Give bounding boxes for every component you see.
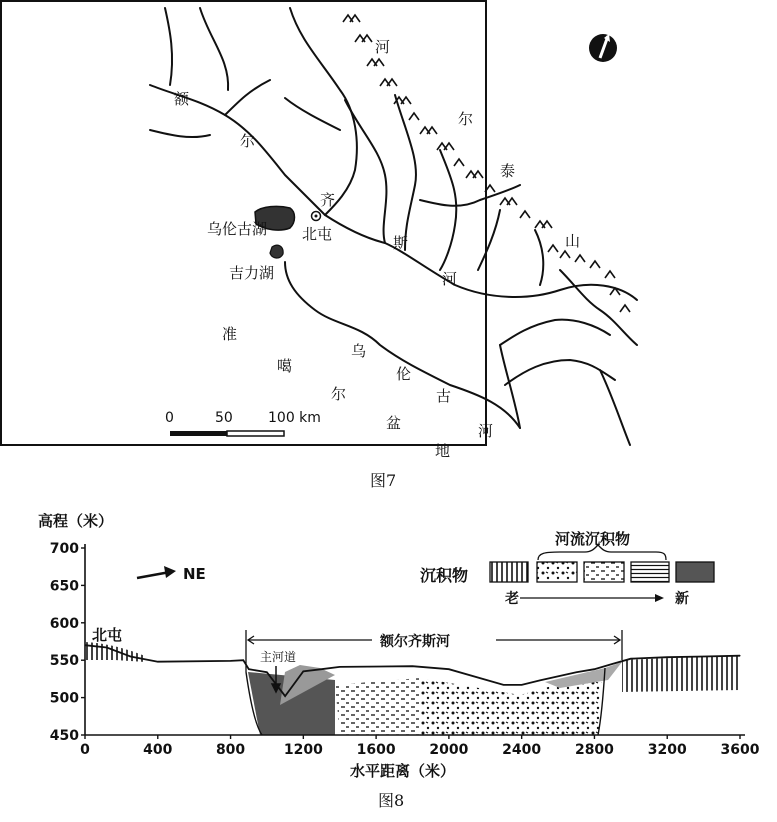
map-label-mtn-er: 尔 [458, 110, 474, 128]
x-tick-label: 2400 [502, 742, 542, 758]
map-label-wr-he: 河 [478, 422, 494, 440]
terrain-profile-point [539, 680, 540, 681]
y-tick-label: 550 [49, 653, 79, 670]
legend-river-sediment-label: 河流沉积物 [555, 530, 631, 548]
terrain-profile-point [576, 672, 577, 673]
map-label-ga: 噶 [277, 357, 293, 375]
sediment-layers [85, 642, 740, 735]
figure8-caption: 图8 [378, 791, 405, 810]
terrain-profile-point [248, 669, 249, 670]
map-label-lake-jili: 吉力湖 [229, 264, 275, 282]
terrain-profile-point [84, 645, 85, 646]
terrain-profile-point [266, 672, 267, 673]
x-axis-label: 水平距离（米） [350, 762, 456, 780]
terrain-profile-point [739, 655, 740, 656]
terrain-profile-point [303, 671, 304, 672]
map-label-beitun: 北屯 [302, 225, 333, 243]
y-tick-label: 500 [49, 690, 79, 707]
x-tick-label: 1600 [356, 742, 396, 758]
terrain-profile-point [412, 666, 413, 667]
legend-new-label: 新 [675, 591, 689, 607]
x-tick-label: 3200 [647, 742, 687, 758]
y-tick-label: 600 [49, 615, 79, 632]
map-label-pen: 盆 [386, 414, 402, 432]
y-axis-label: 高程（米） [38, 512, 114, 530]
terrain-profile-point [594, 669, 595, 670]
map-label-er: 尔 [240, 132, 256, 150]
terrain-profile-point [630, 658, 631, 659]
x-tick-label: 0 [80, 742, 90, 758]
terrain-profile-point [230, 660, 231, 661]
terrain-profile-point [243, 660, 244, 661]
terrain-profile-point [106, 647, 107, 648]
y-tick-label: 700 [49, 541, 79, 557]
direction-label: NE [183, 565, 206, 583]
terrain-profile-point [130, 656, 131, 657]
legend-old-label: 老 [505, 591, 519, 607]
map-label-wr-gu: 古 [436, 387, 452, 405]
map-label-lake-wulungu: 乌伦古湖 [207, 220, 268, 238]
terrain-profile-point [321, 669, 322, 670]
map-label-e: 额 [174, 90, 190, 108]
terrain-profile-point [339, 666, 340, 667]
map-label-he: 河 [442, 270, 458, 288]
figure7-caption: 图7 [370, 471, 397, 490]
river-name-label: 额尔齐斯河 [380, 634, 450, 650]
beitun-label: 北屯 [92, 626, 123, 644]
x-tick-label: 2800 [574, 742, 614, 758]
terrain-profile-point [703, 656, 704, 657]
terrain-profile-point [157, 661, 158, 662]
main-channel-label: 主河道 [260, 650, 297, 664]
terrain-profile-point [503, 684, 504, 685]
terrain-profile-point [448, 669, 449, 670]
scale-zero: 0 [165, 410, 174, 426]
map-label-wr-wu: 乌 [351, 342, 367, 360]
scale-mid: 50 [215, 410, 233, 426]
y-tick-label: 650 [49, 578, 79, 595]
x-tick-label: 800 [215, 742, 246, 758]
map-label-di: 地 [435, 442, 451, 460]
map-label-mtn-tai: 泰 [500, 162, 516, 180]
terrain-profile-point [612, 663, 613, 664]
northeast-arrow-icon [137, 566, 176, 578]
map-label-wr-lun: 伦 [396, 365, 412, 383]
map-label-mtn-shan: 山 [565, 232, 581, 250]
map-label-zhun: 准 [222, 325, 238, 343]
map-label-basin-er: 尔 [331, 385, 347, 403]
map-label-mtn-he: 河 [375, 38, 391, 56]
terrain-profile-point [521, 684, 522, 685]
map-label-qi: 齐 [320, 191, 336, 209]
scale-end: 100 km [268, 410, 321, 426]
x-tick-label: 3600 [720, 742, 760, 758]
x-tick-label: 400 [143, 742, 173, 758]
x-tick-label: 2000 [429, 742, 469, 758]
x-tick-label: 1200 [283, 742, 323, 758]
legend-sediment-label: 沉积物 [420, 566, 469, 585]
map-label-si: 斯 [393, 234, 409, 252]
y-tick-label: 450 [49, 728, 79, 744]
terrain-profile-point [285, 696, 286, 697]
terrain-profile-point [667, 657, 668, 658]
